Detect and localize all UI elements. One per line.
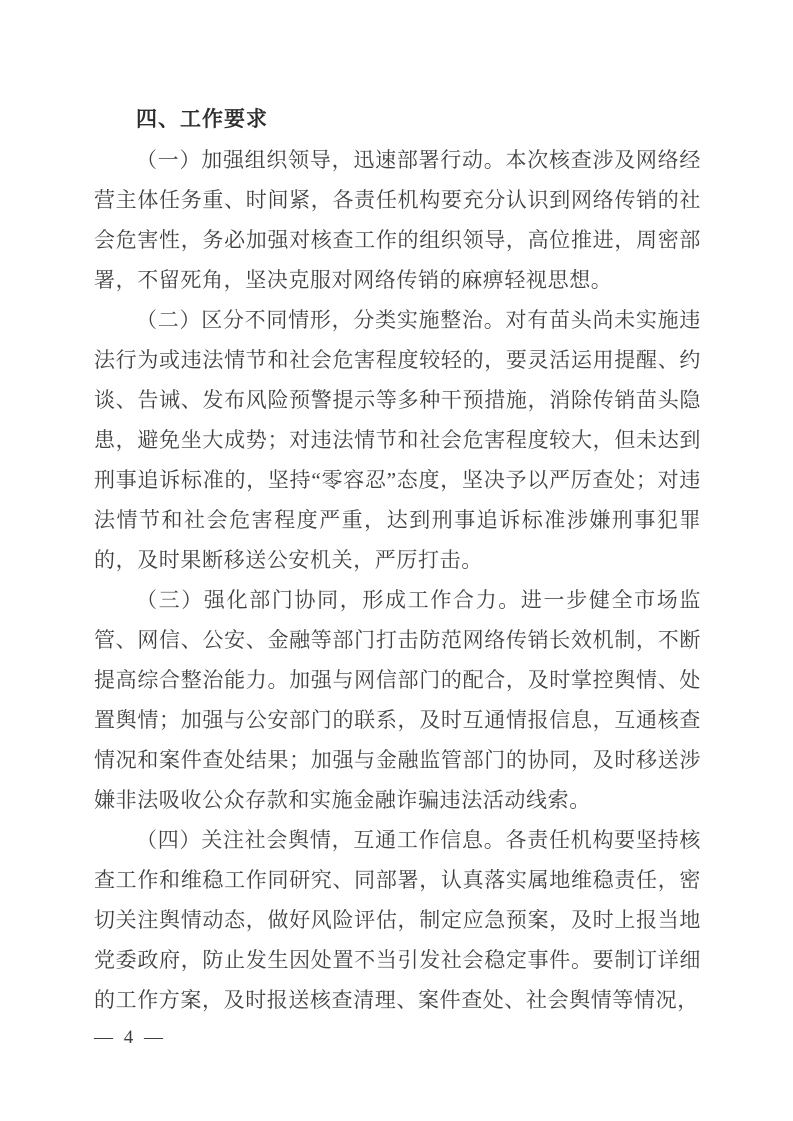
paragraph-4: （四）关注社会舆情，互通工作信息。各责任机构要坚持核查工作和维稳工作同研究、同部署，认真落实属地维稳责任，密切关注舆情动态，做好风险评估，制定应急预案，及时上报当地党委政府，防止发生因处置不当引发社会稳定事件。要制订详细的工作方案，及时报送核查清理、案件查处、社会舆情等情况， (94, 828, 701, 1012)
paragraph-1: （一）加强组织领导，迅速部署行动。本次核查涉及网络经营主体任务重、时间紧，各责任机构要充分认识到网络传销的社会危害性，务必加强对核查工作的组织领导，高位推进，周密部署，不留死角，坚决克服对网络传销的麻痹轻视思想。 (94, 148, 701, 292)
section-heading: 四、工作要求 (136, 108, 268, 131)
paragraph-3: （三）强化部门协同，形成工作合力。进一步健全市场监管、网信、公安、金融等部门打击防范网络传销长效机制，不断提高综合整治能力。加强与网信部门的配合，及时掌控舆情、处置舆情；加强与公安部门的联系，及时互通情报信息，互通核查情况和案件查处结果；加强与金融监管部门的协同，及时移送涉嫌非法吸收公众存款和实施金融诈骗违法活动线索。 (94, 588, 701, 812)
page-number: — 4 — (94, 1027, 166, 1048)
document-body (94, 100, 701, 1020)
paragraph-2: （二）区分不同情形，分类实施整治。对有苗头尚未实施违法行为或违法情节和社会危害程度较轻的，要灵活运用提醒、约谈、告诫、发布风险预警提示等多种干预措施，消除传销苗头隐患，避免坐大成势；对违法情节和社会危害程度较大，但未达到刑事追诉标准的，坚持“零容忍”态度，坚决予以严厉查处；对违法情节和社会危害程度严重，达到刑事追诉标准涉嫌刑事犯罪的，及时果断移送公安机关，严厉打击。 (94, 308, 701, 572)
